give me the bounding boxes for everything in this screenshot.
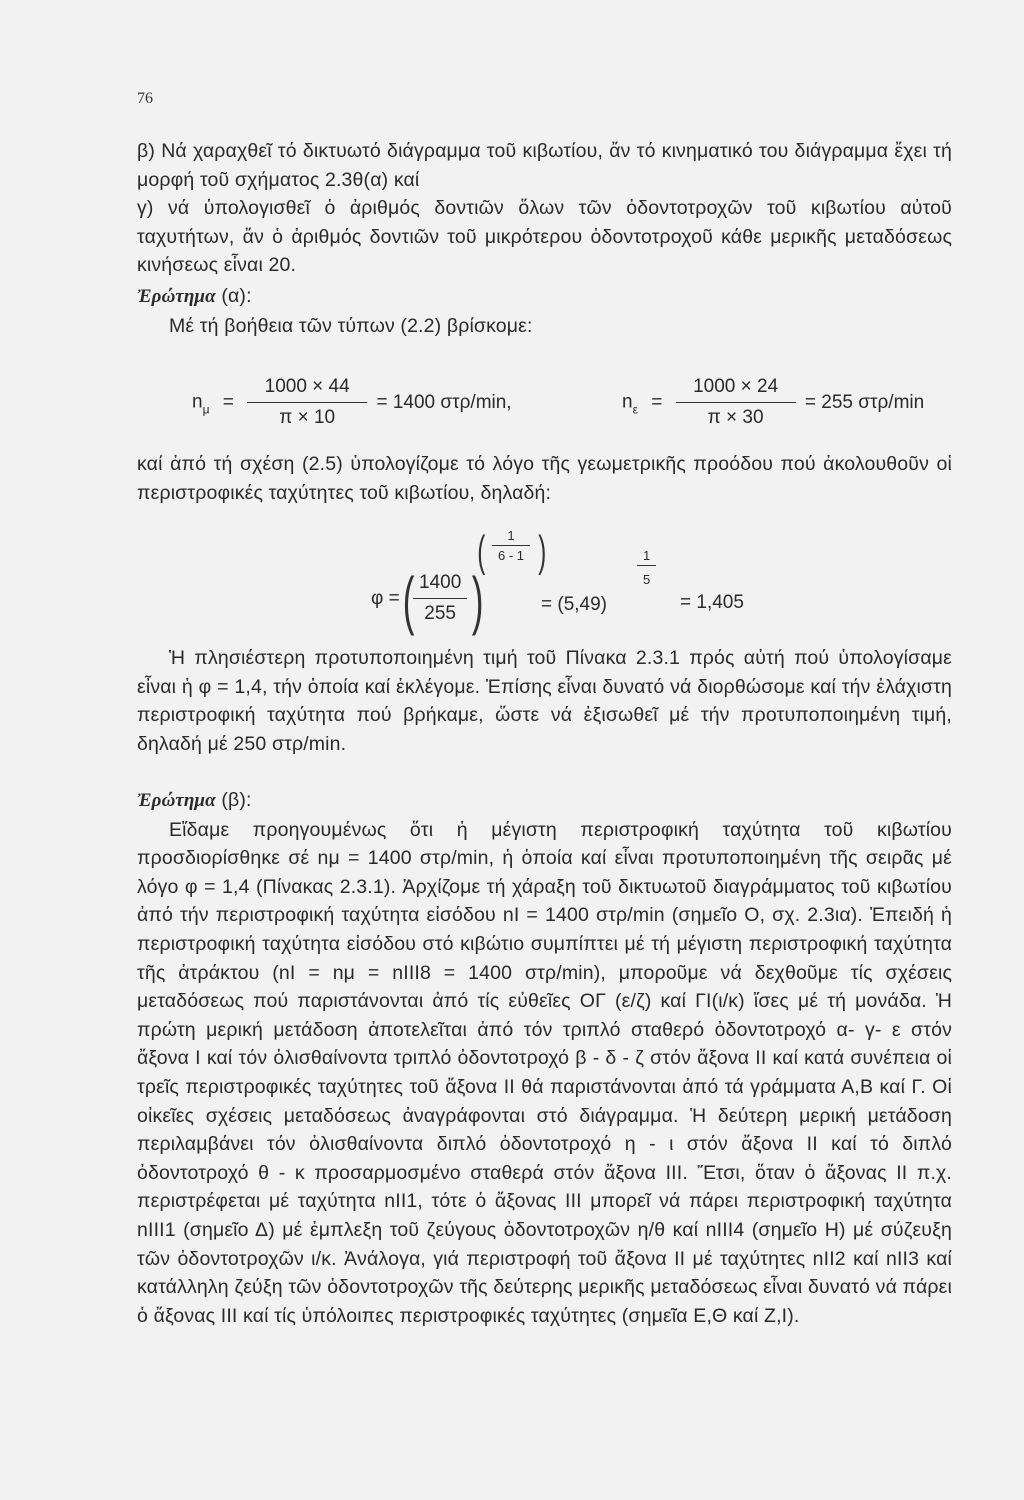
phi-base-fraction — [413, 572, 467, 625]
formula2-denominator: π × 30 — [676, 402, 796, 429]
question-a-block — [137, 282, 952, 340]
formula1-fraction — [247, 376, 367, 429]
phi-conclusion-block — [137, 644, 952, 758]
formula2-numerator: 1000 × 24 — [693, 376, 779, 397]
phi-conclusion-text: Ἡ πλησιέστερη προτυποποιημένη τιμή τοῦ Πίνακα 2.3.1 πρός αὐτή πού ὑπολογίσαμε εἶναι ἡ φ = 1,4, τήν ὁποία καί ἐκλέγομε. Ἐπίσης εἶναι δυνατό νά διορθώσομε καί τήν ἐλάχιστη περιστροφική ταχύτητα πού βρήκαμε, ὥστε νά ἐξισωθεῖ μέ τήν προτυποποιημένη τιμή, δηλαδή μέ 250 στρ/min. — [137, 647, 952, 755]
phi-left-paren: ( — [402, 564, 415, 636]
phi-mid-exp-fraction — [637, 548, 656, 587]
page-number: 76 — [137, 90, 153, 107]
question-b-block — [137, 786, 952, 1330]
phi-lhs: φ = — [371, 588, 400, 609]
phi-right-paren: ) — [471, 564, 484, 636]
phi-base-numerator: 1400 — [419, 572, 462, 593]
phi-exp-denominator: 6 - 1 — [492, 545, 530, 563]
formula2-fraction — [676, 376, 796, 429]
question-a-intro: Μέ τή βοήθεια τῶν τύπων (2.2) βρίσκομε: — [169, 314, 533, 337]
formula1-numerator: 1000 × 44 — [264, 376, 350, 397]
formula1-lhs: n — [192, 391, 203, 413]
phi-mid: = (5,49) — [541, 594, 608, 615]
question-a-label: (α): — [221, 285, 252, 307]
phi-exp-right-paren: ) — [538, 527, 547, 576]
phi-mid-exp-denominator: 5 — [637, 565, 656, 587]
formula2-result: = 255 στρ/min — [804, 391, 925, 413]
phi-mid-exp-numerator: 1 — [643, 548, 651, 563]
intro-block — [137, 137, 952, 280]
question-b-heading: Ἐρώτημα — [137, 790, 216, 811]
formula2-lhs: n — [622, 391, 633, 413]
item-beta: β) Νά χαραχθεῖ τό δικτυωτό διάγραμμα τοῦ κιβωτίου, ἄν τό κινηματικό του διάγραμμα ἔχει τή μορφή τοῦ σχήματος 2.3θ(α) καί — [137, 140, 952, 191]
phi-base-denominator: 255 — [413, 598, 467, 625]
formula1-denominator: π × 10 — [247, 402, 367, 429]
formula2-lhs-sub: ε — [632, 402, 638, 417]
phi-exp-fraction — [492, 528, 530, 563]
question-b-label: (β): — [221, 789, 252, 811]
formula2-eq: = — [651, 391, 663, 413]
geometric-ratio-intro — [137, 450, 952, 507]
formula1-result: = 1400 στρ/min, — [376, 391, 512, 413]
formula1-lhs-sub: μ — [202, 402, 210, 417]
phi-exp-left-paren: ( — [477, 527, 486, 576]
after-formula-text: καί ἀπό τή σχέση (2.5) ὑπολογίζομε τό λόγο τῆς γεωμετρικῆς προόδου πού ἀκολουθοῦν οἱ περιστροφικές ταχύτητες τοῦ κιβωτίου, δηλαδή: — [137, 453, 952, 504]
phi-exp-numerator: 1 — [507, 528, 515, 543]
phi-result: = 1,405 — [680, 592, 744, 613]
formula-n-mu — [192, 376, 512, 429]
formula-n-epsilon — [622, 376, 924, 429]
question-a-heading: Ἐρώτημα — [137, 286, 216, 307]
item-gamma: γ) νά ὑπολογισθεῖ ὁ ἀριθμός δοντιῶν ὅλων τῶν ὀδοντοτροχῶν τοῦ κιβωτίου αὐτοῦ ταχυτήτων, ἄν ὁ ἀριθμός δοντιῶν τοῦ μικρότερου ὀδοντοτροχοῦ κάθε μερικῆς μεταδόσεως κινήσεως εἶναι 20. — [137, 197, 952, 277]
formula1-eq: = — [222, 391, 234, 413]
question-b-body: Εἴδαμε προηγουμένως ὅτι ἡ μέγιστη περιστροφική ταχύτητα τοῦ κιβωτίου προσδιορίσθηκε σέ nμ = 1400 στρ/min, ἡ ὁποία καί εἶναι προτυποποιημένη τῆς σειρᾶς μέ λόγο φ = 1,4 (Πίνακας 2.3.1). Ἀρχίζομε τή χάραξη τοῦ δικτυωτοῦ διαγράμματος τοῦ κιβωτίου ἀπό τήν περιστροφική ταχύτητα εἰσόδου nI = 1400 στρ/min (σημεῖο Ο, σχ. 2.3ια). Ἐπειδή ἡ περιστροφική ταχύτητα εἰσόδου στό κιβώτιο συμπίπτει μέ τή μέγιστη περιστροφική ταχύτητα τῆς ἀτράκτου (nI = nμ = nIII8 = 1400 στρ/min), μποροῦμε νά δεχθοῦμε τίς σχέσεις μεταδόσεως πού παριστάνονται ἀπό τίς εὐθεῖες ΟΓ (ε/ζ) καί ΓΙ(ι/κ) ἴσες μέ τή μονάδα. Ἡ πρώτη μερική μετάδοση ἀποτελεῖται ἀπό τόν τριπλό σταθερό ὀδοντοτροχό α- γ- ε στόν ἄξονα Ι καί τόν ὀλισθαίνοντα τριπλό ὀδοντοτροχό β - δ - ζ στόν ἄξονα ΙΙ καί κατά συνέπεια οἱ τρεῖς περιστροφικές ταχύτητες τοῦ ἄξονα ΙΙ θά παριστάνονται ἀπό τά γράμματα Α,Β καί Γ. Οἱ οἰκεῖες σχέσεις μεταδόσεως ἀναγράφονται στό διάγραμμα. Ἡ δεύτερη μερική μετάδοση περιλαμβάνει τόν ὀλισθαίνοντα διπλό ὀδοντοτροχό η - ι στόν ἄξονα ΙΙ καί τό διπλό ὀδοντοτροχό θ - κ προσαρμοσμένο σταθερά στόν ἄξονα ΙΙΙ. Ἔτσι, ὅταν ὁ ἄξονας ΙΙ π.χ. περιστρέφεται μέ ταχύτητα nII1, τότε ὁ ἄξονας ΙΙΙ μπορεῖ νά πάρει περιστροφική ταχύτητα nIII1 (σημεῖο Δ) μέ ἐμπλεξη τοῦ ζεύγους ὀδοντοτροχῶν η/θ καί nIII4 (σημεῖο Η) μέ σύζευξη τῶν ὀδοντοτροχῶν ι/κ. Ἀνάλογα, γιά περιστροφή τοῦ ἄξονα ΙΙ μέ ταχύτητες nII2 καί nII3 καί κατάλληλη ζεύξη τῶν ὀδοντοτροχῶν τῆς δεύτερης μερικῆς μεταδόσεως εἶναι δυνατό νά πάρει ὁ ἄξονας ΙΙΙ καί τίς ὑπόλοιπες περιστροφικές ταχύτητες (σημεῖα Ε,Θ καί Ζ,Ι). — [137, 818, 952, 1327]
formula-phi — [0, 520, 1024, 640]
